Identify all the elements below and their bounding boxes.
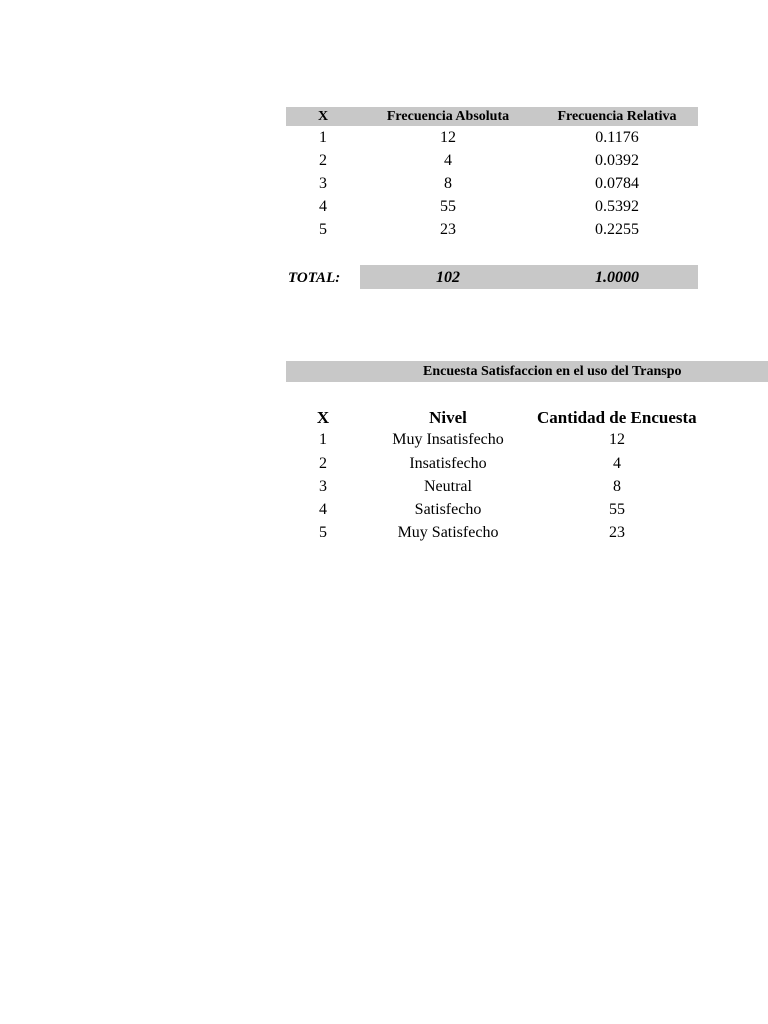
survey-row-4-count: 55: [609, 501, 625, 518]
frequency-row-3-absolute: 8: [444, 175, 452, 192]
frequency-row-5-x: 5: [319, 221, 327, 238]
frequency-row-4-x: 4: [319, 198, 327, 215]
frequency-row-1-absolute: 12: [440, 129, 456, 146]
frequency-header-x: X: [317, 109, 329, 124]
survey-header-count: [536, 409, 698, 426]
frequency-row-4-absolute: 55: [440, 198, 456, 215]
frequency-row-5-relative: 0.2255: [595, 221, 639, 238]
survey-row-1-x: 1: [319, 431, 327, 448]
frequency-header-absolute: Frecuencia Absoluta: [386, 109, 510, 124]
frequency-row-1-relative: 0.1176: [595, 129, 639, 146]
survey-row-5-count: 23: [609, 524, 625, 541]
frequency-row-3-relative: 0.0784: [595, 175, 639, 192]
frequency-row-4-relative: 0.5392: [595, 198, 639, 215]
frequency-row-2-relative: 0.0392: [595, 152, 639, 169]
survey-row-3-level: Neutral: [424, 478, 472, 495]
survey-header-x: X: [316, 408, 330, 427]
frequency-row-2-x: 2: [319, 152, 327, 169]
survey-header-count-text: Cantidad de Encuesta: [537, 409, 697, 426]
total-relative: 1.0000: [595, 269, 639, 286]
survey-row-3-count: 8: [613, 478, 621, 495]
frequency-header-relative: Frecuencia Relativa: [557, 109, 677, 124]
survey-row-5-x: 5: [319, 524, 327, 541]
total-label: TOTAL:: [288, 270, 341, 286]
survey-title: [286, 365, 698, 379]
frequency-row-3-x: 3: [319, 175, 327, 192]
survey-title-text: Encuesta Satisfaccion en el uso del Transpo: [423, 365, 682, 379]
frequency-row-5-absolute: 23: [440, 221, 456, 238]
survey-row-4-level: Satisfecho: [414, 501, 482, 518]
survey-row-3-x: 3: [319, 478, 327, 495]
survey-row-4-x: 4: [319, 501, 327, 518]
frequency-row-2-absolute: 4: [444, 152, 452, 169]
survey-row-2-x: 2: [319, 455, 327, 472]
survey-row-1-count: 12: [609, 431, 625, 448]
total-absolute: 102: [436, 269, 460, 286]
survey-row-1-level: Muy Insatisfecho: [392, 431, 504, 448]
survey-row-2-level: Insatisfecho: [409, 455, 487, 472]
survey-row-5-level: Muy Satisfecho: [397, 524, 499, 541]
survey-header-level: Nivel: [429, 408, 467, 427]
survey-row-2-count: 4: [613, 455, 621, 472]
frequency-row-1-x: 1: [319, 129, 327, 146]
